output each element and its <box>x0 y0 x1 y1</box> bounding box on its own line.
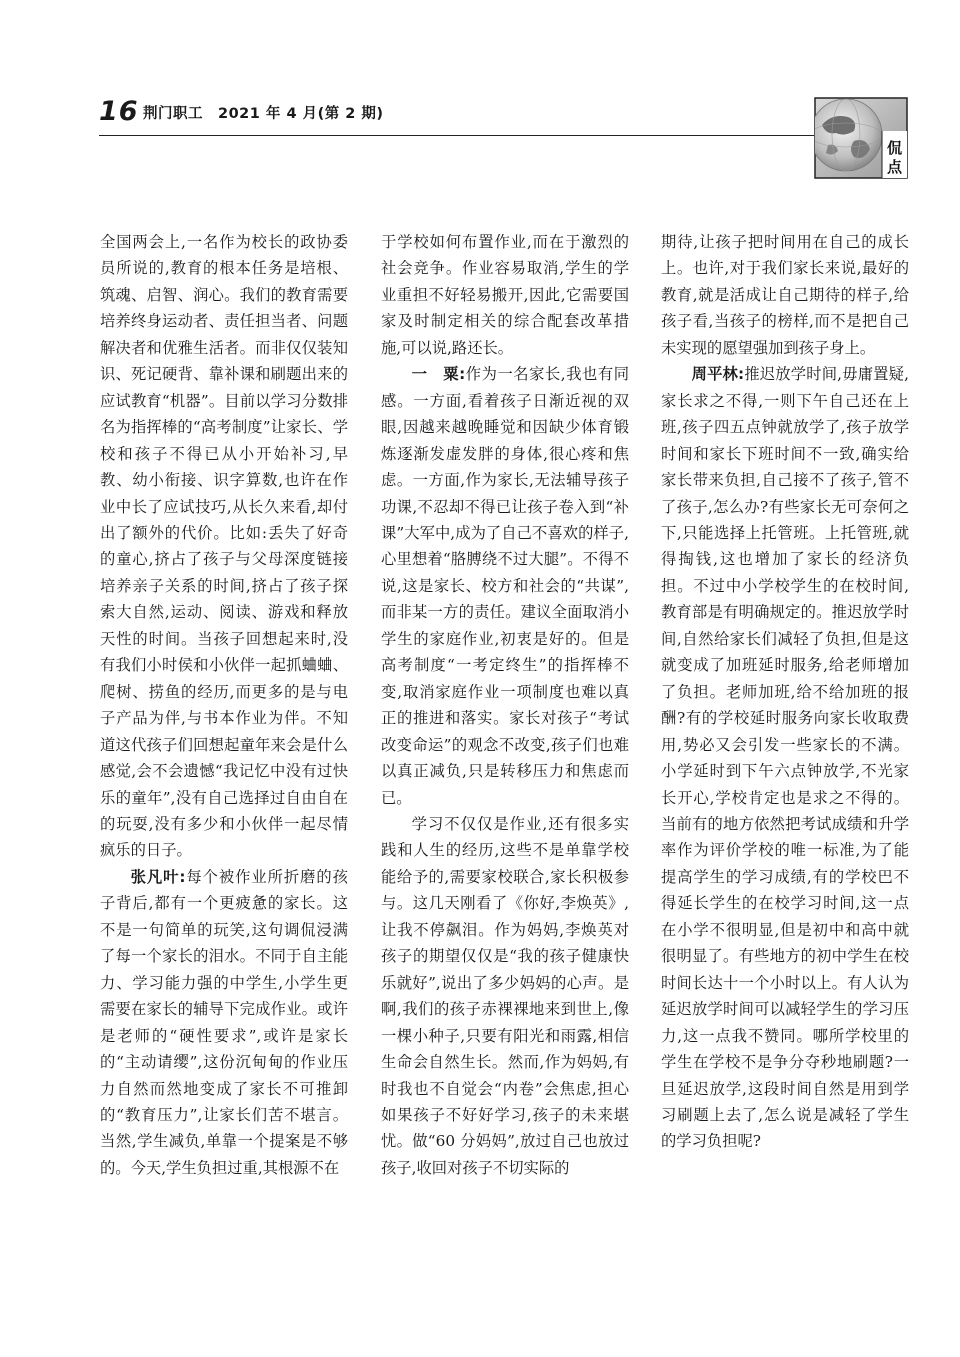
page-header <box>0 0 960 190</box>
paragraph: 学习不仅仅是作业,还有很多实践和人生的经历,这些不是单靠学校能给予的,需要家校联合,家长积极参与。这几天刚看了《你好,李焕英》,让我不停飙泪。作为妈妈,李焕英对孩子的期望仅仅是“我的孩子健康快乐就好”,说出了多少妈妈的心声。是啊,我们的孩子赤裸裸地来到世上,像一棵小种子,只要有阳光和雨露,相信生命会自然生长。然而,作为妈妈,有时我也不自觉会“内卷”会焦虑,担心如果孩子不好好学习,孩子的未来堪忧。做“60 分妈妈”,放过自己也放过孩子,收回对孩子不切实际的 <box>381 814 629 1177</box>
paragraph: 全国两会上,一名作为校长的政协委员所说的,教育的根本任务是培根、筑魂、启智、润心。我们的教育需要培养终身运动者、责任担当者、问题解决者和优雅生活者。而非仅仅装知识、死记硬背、靠补课和刷题出来的应试教育“机器”。目前以学习分数排名为指挥棒的“高考制度”让家长、学校和孩子不得已从小开始补习,早教、幼小衔接、识字算数,也许在作业中长了应试技巧,从长久来看,却付出了额外的代价。比如:丢失了好奇的童心,挤占了孩子与父母深度链接培养亲子关系的时间,挤占了孩子探索大自然,运动、阅读、游戏和释放天性的时间。当孩子回想起来时,没有我们小时侯和小伙伴一起抓蛐蛐、爬树、捞鱼的经历,而更多的是与电子产品为伴,与书本作业为伴。不知道这代孩子们回想起童年来会是什么感觉,会不会遗憾“我记忆中没有过快乐的童年”,没有自己选择过自由自在的玩耍,没有多少和小伙伴一起尽情疯乐的日子。 <box>100 233 348 860</box>
speaker-name: 张凡叶: <box>130 867 186 886</box>
section-label-char-2: 点 <box>886 158 903 176</box>
paragraph <box>100 864 348 1181</box>
section-corner-emblem <box>814 97 908 179</box>
paragraph: 于学校如何布置作业,而在于激烈的社会竞争。作业容易取消,学生的学业重担不好轻易搬开,因此,它需要国家及时制定相关的综合配套改革措施,可以说,路还长。 <box>381 233 629 357</box>
paragraph-text: 作为一名家长,我也有同感。一方面,看着孩子日渐近视的双眼,因越来越晚睡觉和因缺少体育锻炼逐渐发虚发胖的身体,很心疼和焦虑。一方面,作为家长,无法辅导孩子功课,不忍却不得已让孩子卷入到“补课”大军中,成为了自己不喜欢的样子,心里想着“胳膊绕不过大腿”。不得不说,这是家长、校方和社会的“共谋”,而非某一方的责任。建议全面取消小学生的家庭作业,初衷是好的。但是高考制度“一考定终生”的指挥棒不变,取消家庭作业一项制度也难以真正的推进和落实。家长对孩子“考试改变命运”的观念不改变,孩子们也难以真正减负,只是转移压力和焦虑而已。 <box>381 365 629 807</box>
text-column-2 <box>381 229 629 1181</box>
paragraph-text: 每个被作业所折磨的孩子背后,都有一个更疲惫的家长。这不是一句简单的玩笑,这句调侃浸满了每一个家长的泪水。不同于自主能力、学习能力强的中学生,小学生更需要在家长的辅导下完成作业。或许是老师的“硬性要求”,或许是家长的“主动请缨”,这份沉甸甸的作业压力自然而然地变成了家长不可推卸的“教育压力”,让家长们苦不堪言。当然,学生减负,单靠一个提案是不够的。今天,学生负担过重,其根源不在 <box>100 867 348 1177</box>
paragraph-text: 推迟放学时间,毋庸置疑,家长求之不得,一则下午自己还在上班,孩子四五点钟就放学了,孩子放学时间和家长下班时间不一致,确实给家长带来负担,自己接不了孩子,管不了孩子,怎么办?有些家长无可奈何之下,只能选择上托管班。上托管班,就得掏钱,这也增加了家长的经济负担。不过中小学校学生的在校时间,教育部是有明确规定的。推迟放学时间,自然给家长们减轻了负担,但是这就变成了加班延时服务,给老师增加了负担。老师加班,给不给加班的报酬?有的学校延时服务向家长收取费用,势必又会引发一些家长的不满。小学延时到下午六点钟放学,不光家长开心,学校肯定也是求之不得的。当前有的地方依然把考试成绩和升学率作为评价学校的唯一标准,为了能提高学生的学习成绩,有的学校巴不得延长学生的在校学习时间,这一点在小学不很明显,但是初中和高中就很明显了。有些地方的初中学生在校时间长达十一个小时以上。有人认为延迟放学时间可以减轻学生的学习压力,这一点我不赞同。哪所学校里的学生在学校不是争分夺秒地刷题?一旦延迟放学,这段时间自然是用到学习刷题上去了,怎么说是减轻了学生的学习负担呢? <box>661 365 909 1151</box>
speaker-name: 周平林: <box>691 365 745 384</box>
journal-info: 荆门职工 2021 年 4 月(第 2 期) <box>143 106 384 122</box>
paragraph <box>381 361 629 811</box>
section-label-char-1: 侃 <box>886 139 903 157</box>
speaker-name: 一 粟: <box>411 365 466 384</box>
text-column-3 <box>661 229 909 1155</box>
text-column-1 <box>100 229 348 1181</box>
paragraph <box>661 361 909 1155</box>
header-rule <box>99 135 814 136</box>
page-number: 16 <box>99 96 139 127</box>
paragraph: 期待,让孩子把时间用在自己的成长上。也许,对于我们家长来说,最好的教育,就是活成让自己期待的样子,给孩子看,当孩子的榜样,而不是把自己未实现的愿望强加到孩子身上。 <box>661 233 909 357</box>
